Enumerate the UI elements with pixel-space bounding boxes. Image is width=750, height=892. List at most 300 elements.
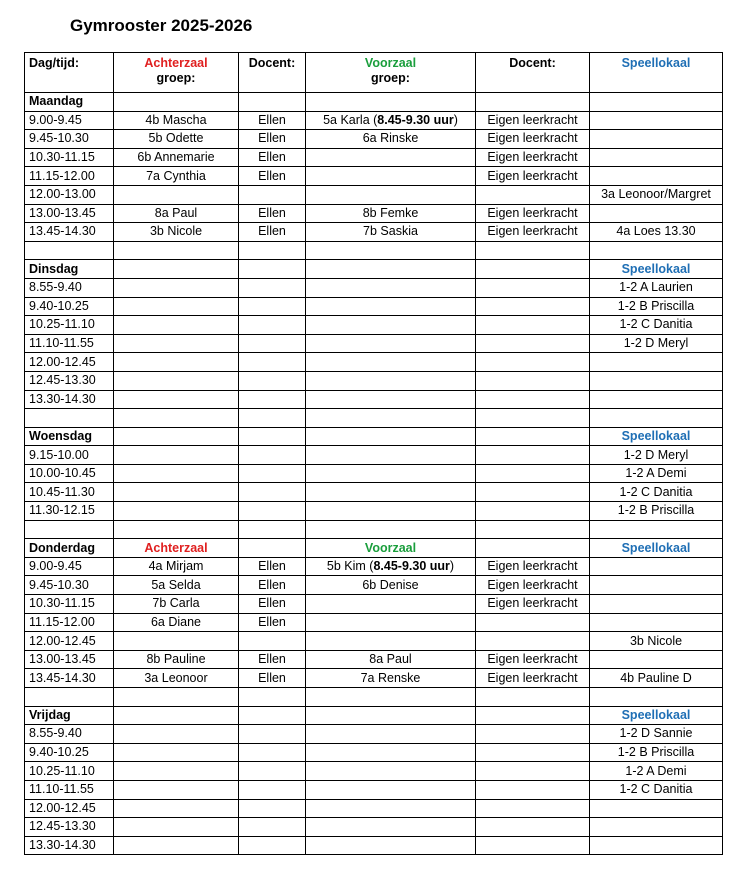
- time-cell: 13.45-14.30: [25, 223, 114, 242]
- achterzaal-group-cell: [114, 502, 239, 521]
- speellokaal-group-cell: 1-2 B Priscilla: [590, 743, 723, 762]
- speellokaal-group-cell: [590, 111, 723, 130]
- achterzaal-group-cell: 7b Carla: [114, 595, 239, 614]
- day-achterzaal: [114, 93, 239, 112]
- day-speellokaal: [590, 427, 723, 446]
- empty-cell: [590, 409, 723, 428]
- header-docent-2: Docent:: [476, 53, 590, 93]
- docent-2-cell: [476, 632, 590, 651]
- achterzaal-group-cell: [114, 185, 239, 204]
- docent-1-cell: Ellen: [239, 148, 306, 167]
- day-docent-1: [239, 706, 306, 725]
- spacer-row: [25, 241, 723, 260]
- achterzaal-group-cell: 3b Nicole: [114, 223, 239, 242]
- docent-2-cell: [476, 185, 590, 204]
- docent-1-cell: [239, 799, 306, 818]
- day-achterzaal: [114, 427, 239, 446]
- achterzaal-group-cell: 4b Mascha: [114, 111, 239, 130]
- table-row: [25, 780, 723, 799]
- day-docent-1: [239, 427, 306, 446]
- speellokaal-group-cell: 1-2 B Priscilla: [590, 297, 723, 316]
- speellokaal-group-cell: [590, 167, 723, 186]
- day-speellokaal-text: Speellokaal: [621, 261, 691, 276]
- docent-1-cell: [239, 464, 306, 483]
- time-cell: 10.25-11.10: [25, 316, 114, 335]
- day-achterzaal: [114, 539, 239, 558]
- voorzaal-group-cell: [306, 464, 476, 483]
- time-cell: 11.10-11.55: [25, 780, 114, 799]
- voorzaal-group-cell: [306, 595, 476, 614]
- table-row: [25, 446, 723, 465]
- docent-1-cell: [239, 185, 306, 204]
- time-cell: 8.55-9.40: [25, 278, 114, 297]
- empty-cell: [590, 241, 723, 260]
- time-cell: 10.30-11.15: [25, 148, 114, 167]
- docent-1-cell: Ellen: [239, 167, 306, 186]
- time-cell: 13.00-13.45: [25, 650, 114, 669]
- time-cell: 11.10-11.55: [25, 334, 114, 353]
- time-cell: 12.00-12.45: [25, 632, 114, 651]
- voorzaal-group-cell: [306, 278, 476, 297]
- voorzaal-group-cell: [306, 334, 476, 353]
- voorzaal-group-cell: 6a Rinske: [306, 130, 476, 149]
- table-row: [25, 278, 723, 297]
- empty-cell: [239, 409, 306, 428]
- docent-2-cell: Eigen leerkracht: [476, 223, 590, 242]
- time-cell: 12.00-12.45: [25, 353, 114, 372]
- empty-cell: [114, 688, 239, 707]
- achterzaal-group-cell: [114, 743, 239, 762]
- table-row: [25, 316, 723, 335]
- docent-2-cell: [476, 278, 590, 297]
- table-row: [25, 371, 723, 390]
- day-achterzaal: [114, 706, 239, 725]
- voorzaal-group-cell: [306, 316, 476, 335]
- docent-2-cell: [476, 371, 590, 390]
- docent-1-cell: [239, 278, 306, 297]
- speellokaal-group-cell: [590, 595, 723, 614]
- docent-1-cell: Ellen: [239, 130, 306, 149]
- table-row: [25, 502, 723, 521]
- achterzaal-group-cell: 7a Cynthia: [114, 167, 239, 186]
- day-speellokaal: [590, 93, 723, 112]
- table-row: [25, 799, 723, 818]
- time-cell: 8.55-9.40: [25, 725, 114, 744]
- table-row: [25, 167, 723, 186]
- time-cell: 9.40-10.25: [25, 743, 114, 762]
- day-name: Donderdag: [25, 539, 114, 558]
- voorzaal-group-cell: [306, 799, 476, 818]
- achterzaal-group-cell: 8a Paul: [114, 204, 239, 223]
- achterzaal-group-cell: 8b Pauline: [114, 650, 239, 669]
- time-cell: 13.00-13.45: [25, 204, 114, 223]
- docent-1-cell: [239, 780, 306, 799]
- speellokaal-group-cell: [590, 836, 723, 855]
- voorzaal-group-cell: [306, 353, 476, 372]
- docent-2-cell: [476, 725, 590, 744]
- speellokaal-group-cell: 1-2 D Sannie: [590, 725, 723, 744]
- docent-1-cell: [239, 297, 306, 316]
- speellokaal-group-cell: 1-2 C Danitia: [590, 780, 723, 799]
- day-speellokaal-text: Speellokaal: [621, 707, 691, 722]
- achterzaal-group-cell: [114, 353, 239, 372]
- speellokaal-group-cell: 1-2 D Meryl: [590, 334, 723, 353]
- header-achterzaal-sub: groep:: [156, 71, 196, 85]
- table-row: [25, 669, 723, 688]
- voorzaal-group-cell: [306, 743, 476, 762]
- empty-cell: [476, 688, 590, 707]
- empty-cell: [114, 241, 239, 260]
- docent-1-cell: Ellen: [239, 111, 306, 130]
- time-cell: 9.40-10.25: [25, 297, 114, 316]
- day-speellokaal-text: Speellokaal: [621, 540, 691, 555]
- achterzaal-group-cell: [114, 780, 239, 799]
- docent-1-cell: [239, 818, 306, 837]
- table-row: [25, 353, 723, 372]
- docent-2-cell: Eigen leerkracht: [476, 204, 590, 223]
- time-cell: 13.30-14.30: [25, 390, 114, 409]
- docent-1-cell: [239, 743, 306, 762]
- speellokaal-group-cell: [590, 799, 723, 818]
- achterzaal-group-cell: 3a Leonoor: [114, 669, 239, 688]
- empty-cell: [590, 520, 723, 539]
- empty-cell: [239, 520, 306, 539]
- voorzaal-group-cell: [306, 297, 476, 316]
- docent-2-cell: Eigen leerkracht: [476, 557, 590, 576]
- header-row: [25, 53, 723, 93]
- empty-cell: [476, 409, 590, 428]
- header-speellokaal-label: Speellokaal: [621, 56, 691, 70]
- empty-cell: [239, 241, 306, 260]
- header-speellokaal: [590, 53, 723, 93]
- header-achterzaal: [114, 53, 239, 93]
- table-row: [25, 111, 723, 130]
- achterzaal-group-cell: [114, 483, 239, 502]
- achterzaal-group-cell: [114, 725, 239, 744]
- header-voorzaal-sub: groep:: [371, 71, 410, 85]
- docent-1-cell: Ellen: [239, 613, 306, 632]
- docent-1-cell: [239, 371, 306, 390]
- docent-2-cell: [476, 818, 590, 837]
- achterzaal-group-cell: [114, 799, 239, 818]
- day-docent-2: [476, 706, 590, 725]
- speellokaal-group-cell: [590, 650, 723, 669]
- voorzaal-group-cell: 6b Denise: [306, 576, 476, 595]
- table-row: [25, 148, 723, 167]
- voorzaal-group-cell: [306, 502, 476, 521]
- voorzaal-group-cell: [306, 446, 476, 465]
- speellokaal-group-cell: 1-2 C Danitia: [590, 483, 723, 502]
- docent-1-cell: Ellen: [239, 669, 306, 688]
- voorzaal-group-cell: 7b Saskia: [306, 223, 476, 242]
- achterzaal-group-cell: [114, 316, 239, 335]
- speellokaal-group-cell: 4b Pauline D: [590, 669, 723, 688]
- day-speellokaal-text: Speellokaal: [621, 428, 691, 443]
- achterzaal-group-cell: [114, 762, 239, 781]
- spacer-row: [25, 409, 723, 428]
- achterzaal-group-cell: [114, 297, 239, 316]
- day-voorzaal: [306, 539, 476, 558]
- day-docent-1: [239, 93, 306, 112]
- table-row: [25, 130, 723, 149]
- empty-cell: [25, 241, 114, 260]
- header-voorzaal: [306, 53, 476, 93]
- voorzaal-group-cell: [306, 111, 476, 130]
- docent-2-cell: Eigen leerkracht: [476, 111, 590, 130]
- day-voorzaal: [306, 706, 476, 725]
- voorzaal-group-cell: [306, 762, 476, 781]
- day-speellokaal: [590, 706, 723, 725]
- empty-cell: [476, 520, 590, 539]
- table-row: [25, 762, 723, 781]
- empty-cell: [239, 688, 306, 707]
- docent-2-cell: Eigen leerkracht: [476, 148, 590, 167]
- speellokaal-group-cell: [590, 576, 723, 595]
- table-row: [25, 725, 723, 744]
- day-row: [25, 706, 723, 725]
- docent-1-cell: Ellen: [239, 204, 306, 223]
- achterzaal-group-cell: [114, 390, 239, 409]
- speellokaal-group-cell: [590, 613, 723, 632]
- docent-1-cell: [239, 334, 306, 353]
- voorzaal-group-cell: [306, 167, 476, 186]
- table-row: [25, 390, 723, 409]
- voorzaal-group-cell: [306, 185, 476, 204]
- day-name: Vrijdag: [25, 706, 114, 725]
- table-row: [25, 185, 723, 204]
- voorzaal-group-text: 5a Karla (: [323, 112, 378, 127]
- time-cell: 10.25-11.10: [25, 762, 114, 781]
- speellokaal-group-cell: [590, 130, 723, 149]
- docent-2-cell: [476, 483, 590, 502]
- spacer-row: [25, 688, 723, 707]
- achterzaal-group-cell: 5a Selda: [114, 576, 239, 595]
- spacer-row: [25, 520, 723, 539]
- table-row: [25, 650, 723, 669]
- docent-2-cell: Eigen leerkracht: [476, 595, 590, 614]
- time-cell: 12.45-13.30: [25, 818, 114, 837]
- speellokaal-group-cell: 1-2 C Danitia: [590, 316, 723, 335]
- docent-1-cell: [239, 483, 306, 502]
- empty-cell: [25, 520, 114, 539]
- day-row: [25, 539, 723, 558]
- voorzaal-group-cell: [306, 148, 476, 167]
- achterzaal-group-cell: 5b Odette: [114, 130, 239, 149]
- empty-cell: [114, 520, 239, 539]
- day-name: Dinsdag: [25, 260, 114, 279]
- docent-2-cell: [476, 762, 590, 781]
- docent-1-cell: Ellen: [239, 557, 306, 576]
- empty-cell: [306, 241, 476, 260]
- docent-2-cell: [476, 446, 590, 465]
- docent-1-cell: [239, 316, 306, 335]
- docent-2-cell: [476, 799, 590, 818]
- voorzaal-group-cell: [306, 780, 476, 799]
- docent-1-cell: [239, 762, 306, 781]
- empty-cell: [306, 688, 476, 707]
- day-voorzaal: [306, 93, 476, 112]
- day-docent-2: [476, 539, 590, 558]
- docent-2-cell: Eigen leerkracht: [476, 167, 590, 186]
- time-cell: 9.00-9.45: [25, 557, 114, 576]
- header-docent-1: Docent:: [239, 53, 306, 93]
- time-cell: 10.00-10.45: [25, 464, 114, 483]
- voorzaal-group-cell: [306, 483, 476, 502]
- speellokaal-group-cell: [590, 371, 723, 390]
- achterzaal-group-cell: [114, 836, 239, 855]
- voorzaal-group-cell: [306, 632, 476, 651]
- voorzaal-group-cell: [306, 836, 476, 855]
- docent-1-cell: Ellen: [239, 223, 306, 242]
- docent-2-cell: [476, 743, 590, 762]
- voorzaal-group-cell: [306, 371, 476, 390]
- header-voorzaal-label: Voorzaal: [364, 56, 417, 70]
- voorzaal-group-cell: 8b Femke: [306, 204, 476, 223]
- time-cell: 10.30-11.15: [25, 595, 114, 614]
- day-row: [25, 427, 723, 446]
- docent-2-cell: Eigen leerkracht: [476, 130, 590, 149]
- day-docent-2: [476, 427, 590, 446]
- time-cell: 9.45-10.30: [25, 576, 114, 595]
- day-name: Maandag: [25, 93, 114, 112]
- empty-cell: [114, 409, 239, 428]
- day-speellokaal: [590, 260, 723, 279]
- day-speellokaal: [590, 539, 723, 558]
- header-achterzaal-label: Achterzaal: [144, 56, 208, 70]
- speellokaal-group-cell: 1-2 A Demi: [590, 464, 723, 483]
- table-row: [25, 334, 723, 353]
- day-docent-1: [239, 260, 306, 279]
- speellokaal-group-cell: [590, 818, 723, 837]
- day-voorzaal-text: Voorzaal: [364, 540, 417, 555]
- empty-cell: [306, 409, 476, 428]
- speellokaal-group-cell: 3b Nicole: [590, 632, 723, 651]
- docent-2-cell: [476, 334, 590, 353]
- voorzaal-note-end: ): [449, 559, 455, 574]
- voorzaal-time-note: 8.45-9.30 uur: [373, 559, 450, 574]
- speellokaal-group-cell: [590, 148, 723, 167]
- docent-2-cell: [476, 464, 590, 483]
- docent-1-cell: [239, 502, 306, 521]
- achterzaal-group-cell: [114, 446, 239, 465]
- speellokaal-group-cell: [590, 557, 723, 576]
- docent-2-cell: [476, 297, 590, 316]
- voorzaal-group-cell: [306, 725, 476, 744]
- table-row: [25, 464, 723, 483]
- achterzaal-group-cell: [114, 334, 239, 353]
- achterzaal-group-cell: [114, 464, 239, 483]
- voorzaal-group-cell: [306, 390, 476, 409]
- achterzaal-group-cell: [114, 278, 239, 297]
- achterzaal-group-cell: [114, 818, 239, 837]
- voorzaal-group-cell: [306, 557, 476, 576]
- time-cell: 12.00-13.00: [25, 185, 114, 204]
- table-row: [25, 557, 723, 576]
- docent-1-cell: [239, 836, 306, 855]
- voorzaal-group-cell: 8a Paul: [306, 650, 476, 669]
- docent-1-cell: [239, 725, 306, 744]
- time-cell: 13.45-14.30: [25, 669, 114, 688]
- docent-2-cell: [476, 316, 590, 335]
- speellokaal-group-cell: 4a Loes 13.30: [590, 223, 723, 242]
- time-cell: 9.15-10.00: [25, 446, 114, 465]
- voorzaal-time-note: 8.45-9.30 uur: [377, 112, 454, 127]
- table-row: [25, 483, 723, 502]
- time-cell: 12.45-13.30: [25, 371, 114, 390]
- day-name: Woensdag: [25, 427, 114, 446]
- voorzaal-note-end: ): [453, 112, 458, 127]
- docent-1-cell: [239, 446, 306, 465]
- time-cell: 9.45-10.30: [25, 130, 114, 149]
- time-cell: 9.00-9.45: [25, 111, 114, 130]
- empty-cell: [590, 688, 723, 707]
- voorzaal-group-cell: [306, 613, 476, 632]
- page-title: Gymrooster 2025-2026: [70, 16, 253, 35]
- docent-2-cell: [476, 390, 590, 409]
- table-row: [25, 836, 723, 855]
- time-cell: 11.15-12.00: [25, 167, 114, 186]
- voorzaal-group-text: 5b Kim (: [326, 559, 374, 574]
- achterzaal-group-cell: [114, 632, 239, 651]
- day-docent-2: [476, 260, 590, 279]
- docent-2-cell: [476, 613, 590, 632]
- docent-1-cell: Ellen: [239, 576, 306, 595]
- speellokaal-group-cell: [590, 353, 723, 372]
- day-row: [25, 260, 723, 279]
- table-row: [25, 613, 723, 632]
- time-cell: 11.15-12.00: [25, 613, 114, 632]
- docent-1-cell: Ellen: [239, 595, 306, 614]
- voorzaal-group-cell: 7a Renske: [306, 669, 476, 688]
- speellokaal-group-cell: [590, 204, 723, 223]
- time-cell: 12.00-12.45: [25, 799, 114, 818]
- day-docent-2: [476, 93, 590, 112]
- table-row: [25, 576, 723, 595]
- empty-cell: [25, 409, 114, 428]
- docent-2-cell: [476, 353, 590, 372]
- speellokaal-group-cell: 1-2 A Laurien: [590, 278, 723, 297]
- docent-2-cell: [476, 502, 590, 521]
- table-row: [25, 297, 723, 316]
- table-row: [25, 595, 723, 614]
- day-achterzaal-text: Achterzaal: [144, 540, 208, 555]
- achterzaal-group-cell: [114, 371, 239, 390]
- time-cell: 11.30-12.15: [25, 502, 114, 521]
- docent-2-cell: Eigen leerkracht: [476, 669, 590, 688]
- header-dag: Dag/tijd:: [25, 53, 114, 93]
- schedule-body: [25, 53, 723, 855]
- time-cell: 13.30-14.30: [25, 836, 114, 855]
- voorzaal-group-cell: [306, 818, 476, 837]
- docent-2-cell: Eigen leerkracht: [476, 576, 590, 595]
- empty-cell: [476, 241, 590, 260]
- docent-2-cell: [476, 780, 590, 799]
- speellokaal-group-cell: 1-2 B Priscilla: [590, 502, 723, 521]
- docent-2-cell: Eigen leerkracht: [476, 650, 590, 669]
- empty-cell: [25, 688, 114, 707]
- docent-1-cell: [239, 353, 306, 372]
- achterzaal-group-cell: 6b Annemarie: [114, 148, 239, 167]
- achterzaal-group-cell: 4a Mirjam: [114, 557, 239, 576]
- speellokaal-group-cell: 3a Leonoor/Margret: [590, 185, 723, 204]
- table-row: [25, 818, 723, 837]
- empty-cell: [306, 520, 476, 539]
- speellokaal-group-cell: 1-2 A Demi: [590, 762, 723, 781]
- docent-1-cell: Ellen: [239, 650, 306, 669]
- day-voorzaal: [306, 427, 476, 446]
- time-cell: 10.45-11.30: [25, 483, 114, 502]
- docent-1-cell: [239, 632, 306, 651]
